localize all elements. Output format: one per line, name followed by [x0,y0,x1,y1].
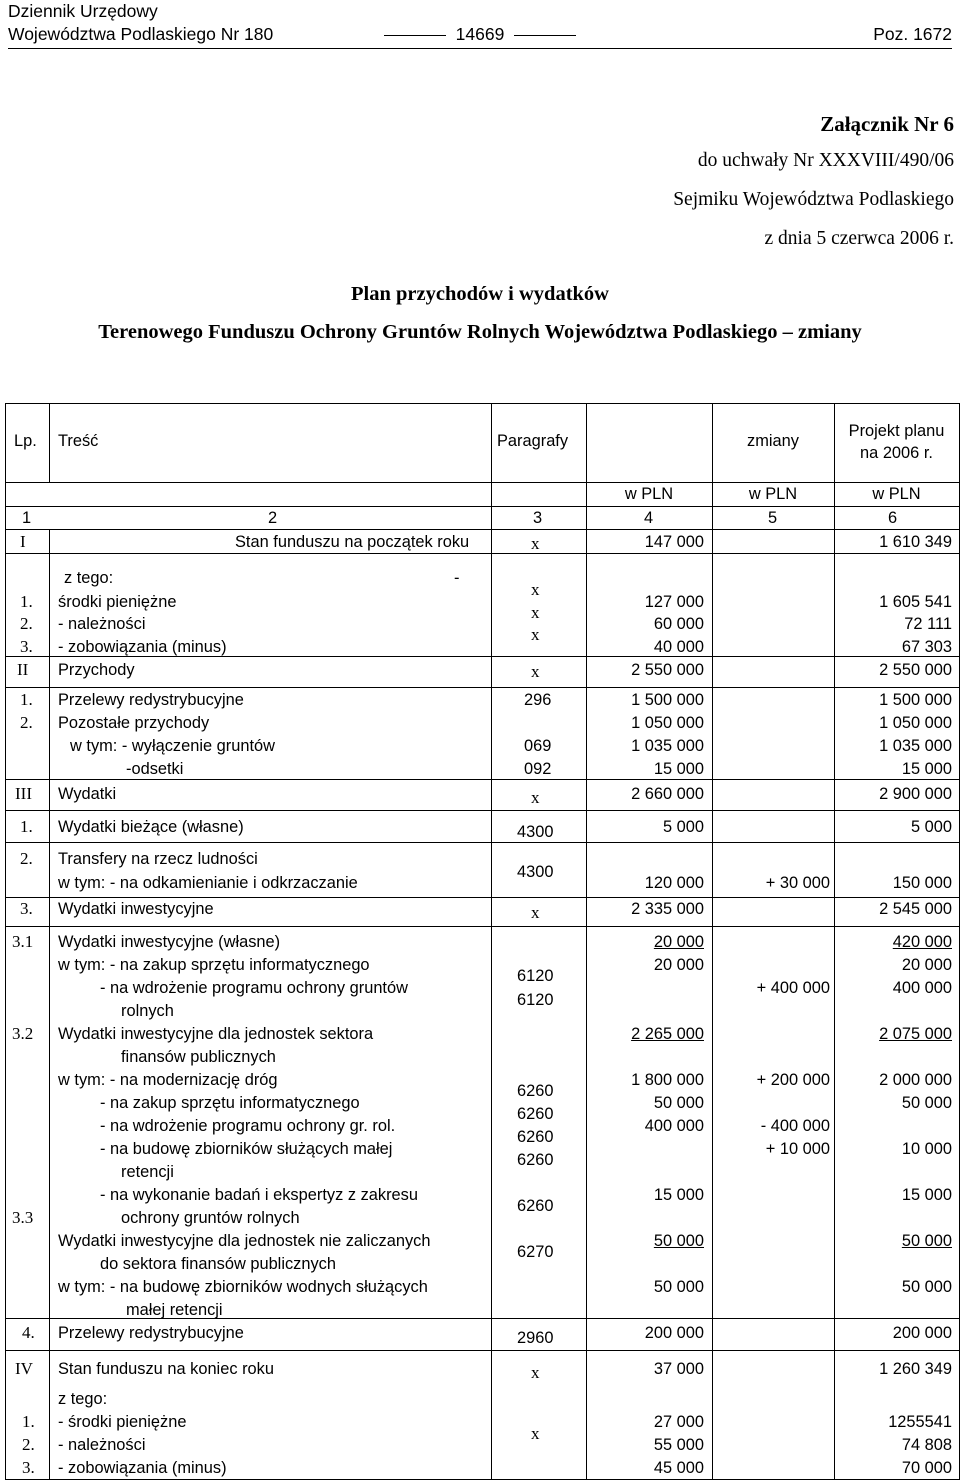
s3-r32-c6: 2 075 000 [879,1025,952,1043]
unit-col5: w PLN [748,485,798,503]
s4-item3-c6: 70 000 [901,1459,952,1477]
s1-item3-par: x [531,625,540,644]
header-projekt-2: na 2006 r. [860,444,933,462]
s3-r32-item1-c5: + 200 000 [756,1071,830,1089]
s1-item1-text: środki pieniężne [58,593,177,611]
s1-item2-c6: 72 111 [904,615,952,633]
s3-r31-lp: 3.1 [12,932,34,951]
s1-c4: 147 000 [644,533,704,551]
s1-item1-c6: 1 605 541 [879,593,952,611]
s3-r32-item3-text: - na wdrożenie programu ochrony gr. rol. [100,1117,396,1135]
s1-item3-text: - zobowiązania (minus) [58,638,227,656]
s1-item2-text: - należności [58,615,146,633]
s1-item2-c4: 60 000 [653,615,704,633]
s1-item1-lp: 1. [20,592,33,611]
s2-item3-c4: 1 035 000 [631,737,704,755]
s1-item3-lp: 3. [20,637,33,656]
s3-r32-item2-c4: 50 000 [653,1094,704,1112]
s3-r32-item3-c4: 400 000 [644,1117,704,1135]
s4-item3-text: - zobowiązania (minus) [58,1459,227,1477]
attachment-title: Załącznik Nr 6 [820,112,954,136]
s3-r33-w-c6: 50 000 [901,1278,952,1296]
s3-r4-lp: 4. [22,1323,35,1342]
s3-r4-par: 2960 [517,1329,554,1347]
s2-item2-lp: 2. [20,713,33,732]
col-number-1: 1 [22,509,32,527]
s3-r33-c6: 50 000 [901,1232,952,1250]
header-lp: Lp. [14,432,37,450]
s1-dash: - [454,569,460,587]
s4-par-x: x [531,1424,540,1443]
s3-r32-item2-c6: 50 000 [901,1094,952,1112]
s2-item4-c4: 15 000 [653,760,704,778]
s2-item2-c6: 1 050 000 [879,714,952,732]
s3-r31-a-par: 6120 [517,967,554,985]
s1-ztego: z tego: [64,569,114,587]
attachment-line-2: Sejmiku Województwa Podlaskiego [673,189,954,210]
s3-r32-badan-c4: 15 000 [653,1186,704,1204]
s2-item3-c6: 1 035 000 [879,737,952,755]
s2-c4: 2 550 000 [631,661,704,679]
s3-r32-item1-par: 6260 [517,1082,554,1100]
s3-r32-c4: 2 265 000 [631,1025,704,1043]
header-zmiany: zmiany [747,432,799,450]
s1-item1-c4: 127 000 [644,593,704,611]
s3-r33-text2: do sektora finansów publicznych [100,1255,336,1273]
s1-item2-lp: 2. [20,614,33,633]
s3-r1-c6: 5 000 [910,818,952,836]
s3-r31-b-c6: 400 000 [892,979,952,997]
s1-text: Stan funduszu na początek roku [235,533,470,551]
col-number-5: 5 [768,509,778,527]
s3-r33-w-text1: w tym: - na budowę zbiorników wodnych służących [58,1278,428,1296]
s4-par: x [531,1363,540,1382]
s3-r2-text2: w tym: - na odkamienianie i odkrzaczanie [58,874,358,892]
s2-item2-c4: 1 050 000 [631,714,704,732]
s2-item1-par: 296 [524,691,552,709]
s3-r2-c4: 120 000 [644,874,704,892]
header-paragrafy: Paragrafy [497,432,569,450]
s2-item4-text: -odsetki [126,760,184,778]
s3-c6: 2 900 000 [879,785,952,803]
s3-r31-a-text: w tym: - na zakup sprzętu informatycznego [58,956,370,974]
journal-title: Dziennik Urzędowy [8,1,158,21]
s3-r4-c4: 200 000 [644,1324,704,1342]
s3-r32-item3-par: 6260 [517,1128,554,1146]
s2-item1-text: Przelewy redystrybucyjne [58,691,244,709]
s3-r33-text1: Wydatki inwestycyjne dla jednostek nie zaliczanych [58,1232,431,1250]
s3-r2-c6: 150 000 [892,874,952,892]
s3-r31-a-c4: 20 000 [653,956,704,974]
unit-col6: w PLN [872,485,921,503]
s3-r3-text: Wydatki inwestycyjne [58,900,214,918]
s3-r32-text2: finansów publicznych [121,1048,276,1066]
s3-r1-lp: 1. [20,817,33,836]
s2-item3-par: 069 [524,737,552,755]
document-subtitle: Terenowego Funduszu Ochrony Gruntów Rolnych Województwa Podlaskiego – zmiany [98,321,862,343]
position-number: Poz. 1672 [873,24,952,44]
s3-r31-c4: 20 000 [653,933,704,951]
s4-c6: 1 260 349 [879,1360,952,1378]
s3-text: Wydatki [58,785,117,803]
s3-r32-item4-text: - na budowę zbiorników służących małej [100,1140,393,1158]
s3-r33-lp: 3.3 [12,1208,34,1227]
s3-r32-retencji: retencji [121,1163,174,1181]
s1-c6: 1 610 349 [879,533,952,551]
s3-r3-c6: 2 545 000 [879,900,952,918]
s2-item2-text: Pozostałe przychody [58,714,210,732]
s3-r31-b-text1: - na wdrożenie programu ochrony gruntów [100,979,408,997]
s4-text: Stan funduszu na koniec roku [58,1360,274,1378]
s3-par: x [531,788,540,807]
s2-item1-c6: 1 500 000 [879,691,952,709]
s3-lp: III [15,784,32,803]
s4-item1-lp: 1. [22,1412,35,1431]
s3-c4: 2 660 000 [631,785,704,803]
header-rule [8,48,952,49]
s1-item1-par: x [531,580,540,599]
s3-r2-text1: Transfery na rzecz ludności [58,850,258,868]
s2-item3-text: w tym: - wyłączenie gruntów [70,737,275,755]
s4-item3-lp: 3. [22,1458,35,1477]
s3-r33-par: 6270 [517,1243,554,1261]
s3-r3-par: x [531,903,540,922]
s2-item4-c6: 15 000 [901,760,952,778]
s2-c6: 2 550 000 [879,661,952,679]
s4-item1-c4: 27 000 [653,1413,704,1431]
s3-r32-badan-text2: ochrony gruntów rolnych [121,1209,300,1227]
s3-r32-badan-c6: 15 000 [901,1186,952,1204]
s3-r31-a-c6: 20 000 [901,956,952,974]
s4-item2-lp: 2. [22,1435,35,1454]
s3-r31-b-text2: rolnych [121,1002,174,1020]
s4-item2-text: - należności [58,1436,146,1454]
s1-item2-par: x [531,603,540,622]
s1-item3-c6: 67 303 [901,638,952,656]
s3-r32-item1-c6: 2 000 000 [879,1071,952,1089]
journal-header [8,0,952,50]
document-title: Plan przychodów i wydatków [351,283,609,305]
s3-r33-w-text2: małej retencji [126,1301,223,1319]
s4-item2-c6: 74 808 [901,1436,952,1454]
s1-lp: I [20,532,26,551]
s2-item1-lp: 1. [20,690,33,709]
s3-r33-w-c4: 50 000 [653,1278,704,1296]
s3-r31-c6: 420 000 [892,933,952,951]
s3-r3-lp: 3. [20,899,33,918]
s3-r32-item2-par: 6260 [517,1105,554,1123]
page-number-block [8,24,952,45]
s3-r32-item3-c5: - 400 000 [760,1117,830,1135]
s3-r32-item4-c6: 10 000 [901,1140,952,1158]
s3-r2-lp: 2. [20,849,33,868]
s3-r32-badan-par: 6260 [517,1197,554,1215]
col-number-4: 4 [644,509,654,527]
s3-r32-item2-text: - na zakup sprzętu informatycznego [100,1094,360,1112]
s3-r32-text1: Wydatki inwestycyjne dla jednostek sektora [58,1025,374,1043]
s2-item1-c4: 1 500 000 [631,691,704,709]
s4-item3-c4: 45 000 [653,1459,704,1477]
s3-r31-b-c5: + 400 000 [756,979,830,997]
s3-r3-c4: 2 335 000 [631,900,704,918]
s2-par: x [531,662,540,681]
s3-r2-c5: + 30 000 [765,874,830,892]
s3-r32-item4-c5: + 10 000 [765,1140,830,1158]
page-number: 14669 [455,24,505,44]
s3-r2-par: 4300 [517,863,554,881]
s1-par: x [531,534,540,553]
s3-r32-item1-text: w tym: - na modernizację dróg [58,1071,278,1089]
s3-r32-lp: 3.2 [12,1024,34,1043]
attachment-line-1: do uchwały Nr XXXVIII/490/06 [697,150,954,171]
s3-r4-c6: 200 000 [892,1324,952,1342]
s2-lp: II [17,660,29,679]
s3-r33-c4: 50 000 [653,1232,704,1250]
col-number-3: 3 [533,509,543,527]
s4-c4: 37 000 [653,1360,704,1378]
s4-item1-text: - środki pieniężne [58,1413,187,1431]
s3-r1-c4: 5 000 [662,818,704,836]
s4-ztego: z tego: [58,1390,108,1408]
s3-r1-text: Wydatki bieżące (własne) [58,818,244,836]
s2-text: Przychody [58,661,135,679]
s3-r32-badan-text1: - na wykonanie badań i ekspertyz z zakresu [100,1186,418,1204]
s3-r1-par: 4300 [517,823,554,841]
header-tresc: Treść [58,432,99,450]
s1-item3-c4: 40 000 [653,638,704,656]
s3-r31-b-par: 6120 [517,991,554,1009]
col-number-6: 6 [888,509,898,527]
s3-r31-text: Wydatki inwestycyjne (własne) [58,933,281,951]
header-projekt-1: Projekt planu [848,422,945,440]
plan-table [0,403,960,1480]
s4-item1-c6: 1255541 [888,1413,952,1431]
attachment-line-3: z dnia 5 czerwca 2006 r. [764,228,954,249]
s3-r4-text: Przelewy redystrybucyjne [58,1324,244,1342]
unit-col4: w PLN [624,485,674,503]
s4-item2-c4: 55 000 [653,1436,704,1454]
s3-r32-item1-c4: 1 800 000 [631,1071,704,1089]
col-number-2: 2 [268,509,278,527]
s2-item4-par: 092 [524,760,552,778]
journal-subtitle: Województwa Podlaskiego Nr 180 [8,24,274,44]
s4-lp: IV [15,1359,33,1378]
s3-r32-item4-par: 6260 [517,1151,554,1169]
